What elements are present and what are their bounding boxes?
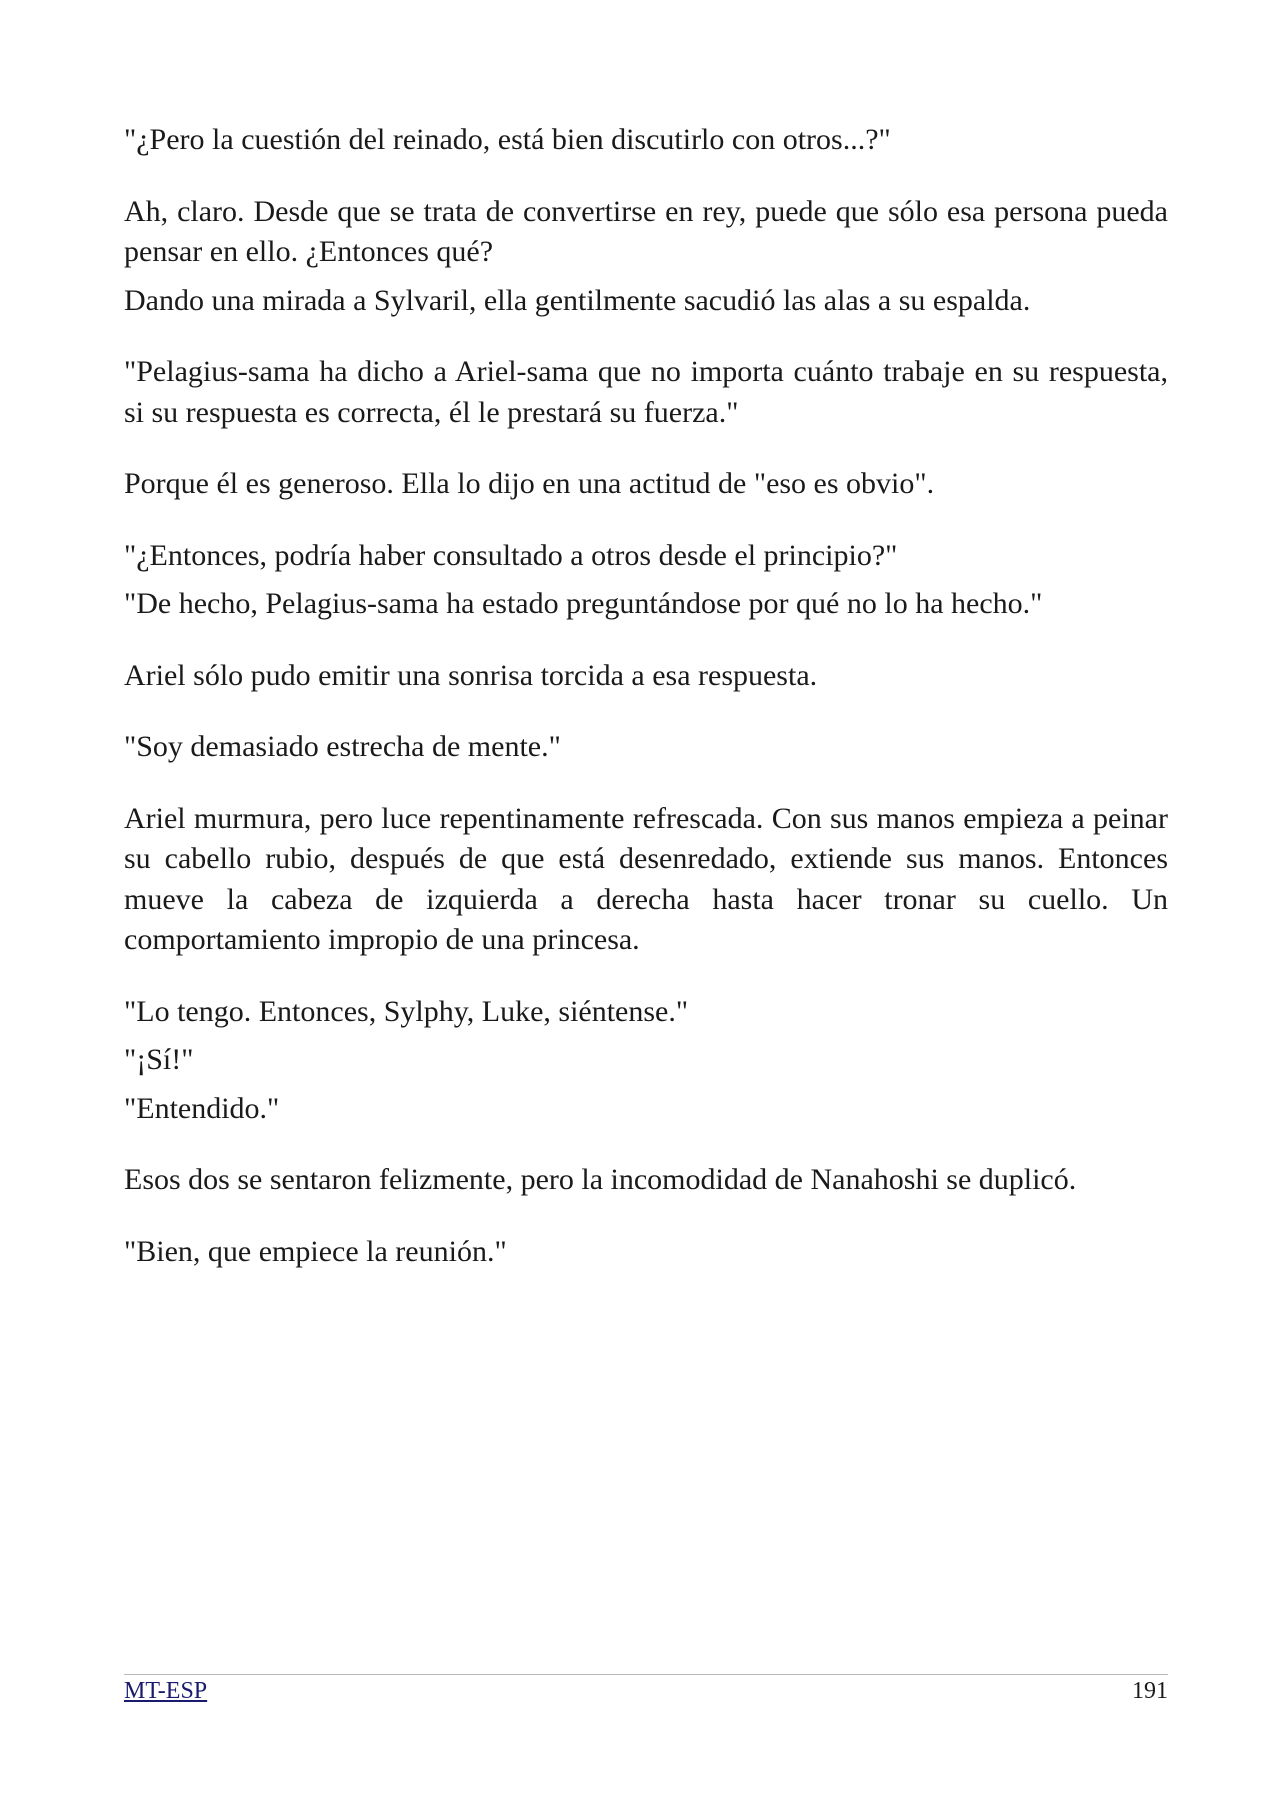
- paragraph: Ariel murmura, pero luce repentinamente refrescada. Con sus manos empieza a peinar su cabello rubio, después de que está desenredado, extiende sus manos. Entonces mueve la cabeza de izquierda a derecha hasta hacer tronar su cuello. Un comportamiento impropio de una princesa.: [124, 801, 1168, 956]
- footer-divider: [124, 1674, 1168, 1675]
- footer-source-link[interactable]: MT-ESP: [124, 1678, 208, 1704]
- page-body: [124, 120, 1168, 1272]
- paragraph: "Lo tengo. Entonces, Sylphy, Luke, siéntense.": [124, 994, 689, 1028]
- paragraph: "Entendido.": [124, 1091, 280, 1125]
- paragraph: "Soy demasiado estrecha de mente.": [124, 730, 561, 763]
- paragraph: Ariel sólo pudo emitir una sonrisa torcida a esa respuesta.: [124, 658, 818, 692]
- paragraph: "De hecho, Pelagius-sama ha estado preguntándose por qué no lo ha hecho.": [124, 587, 1043, 620]
- paragraph: "¿Entonces, podría haber consultado a otros desde el principio?": [124, 538, 898, 572]
- paragraph: "¿Pero la cuestión del reinado, está bien discutirlo con otros...?": [124, 123, 891, 156]
- paragraph: Ah, claro. Desde que se trata de convertirse en rey, puede que sólo esa persona pueda pensar en ello. ¿Entonces qué?: [124, 194, 1168, 268]
- paragraph: Porque él es generoso. Ella lo dijo en una actitud de "eso es obvio".: [124, 467, 935, 500]
- paragraph: Esos dos se sentaron felizmente, pero la incomodidad de Nanahoshi se duplicó.: [124, 1163, 1077, 1196]
- paragraph: "Bien, que empiece la reunión.": [124, 1234, 507, 1268]
- paragraph: "¡Sí!": [124, 1043, 194, 1076]
- paragraph: "Pelagius-sama ha dicho a Ariel-sama que no importa cuánto trabaje en su respuesta, si su respuesta es correcta, él le prestará su fuerza.": [124, 355, 1168, 429]
- paragraph: Dando una mirada a Sylvaril, ella gentilmente sacudió las alas a su espalda.: [124, 283, 1031, 317]
- page-number: 191: [1132, 1678, 1168, 1704]
